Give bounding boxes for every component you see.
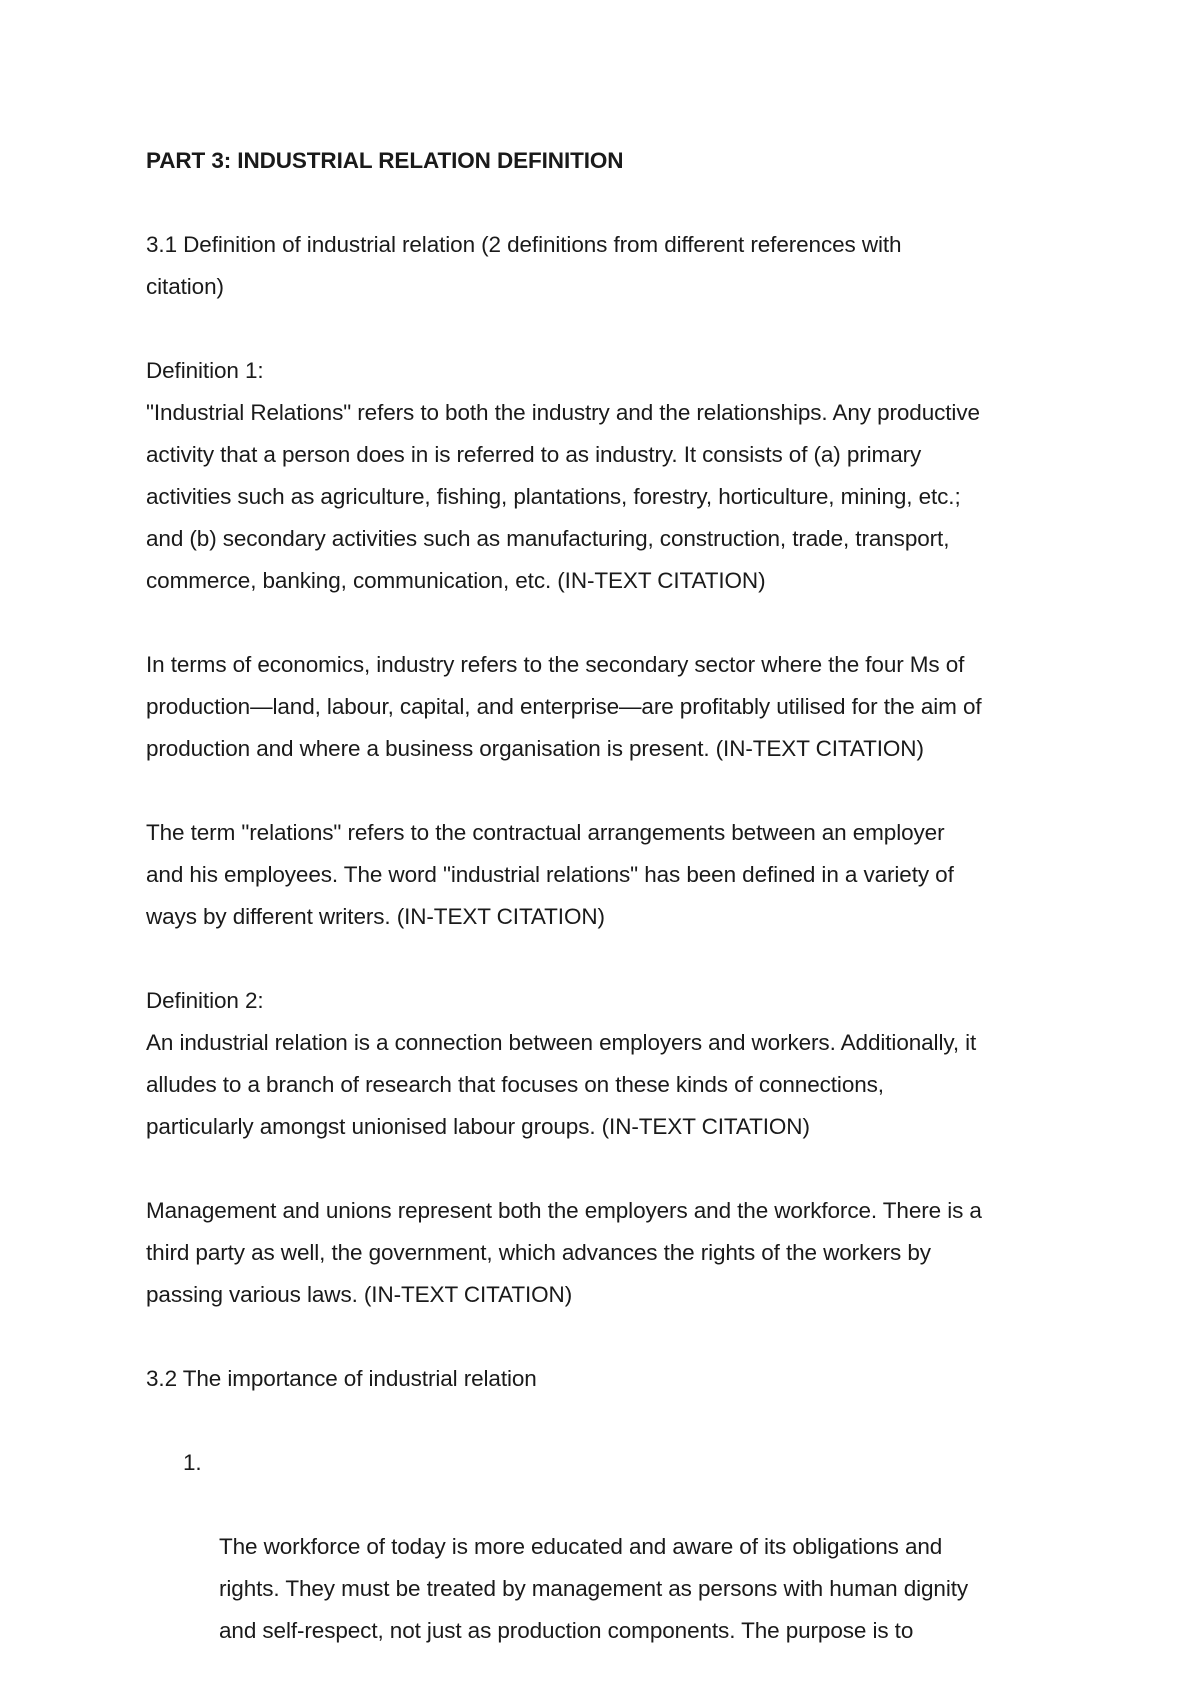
definition-1-paragraph: The term "relations" refers to the contractual arrangements between an employer and his employees. The word "industrial relations" has been defined in a variety of ways by different writers. (IN-TEXT CITATION) <box>146 820 954 929</box>
definition-1-paragraph: "Industrial Relations" refers to both the industry and the relationships. Any productive activity that a person does in is referred to as industry. It consists of (a) primary activities such as agriculture, fishing, plantations, forestry, horticulture, mining, etc.; and (b) secondary activities such as manufacturing, construction, trade, transport, commerce, banking, communication, etc. (IN-TEXT CITATION) <box>146 400 980 593</box>
section-3-1-heading: 3.1 Definition of industrial relation (2 definitions from different references with citation) <box>146 232 902 299</box>
document-body <box>146 140 1076 1652</box>
definition-2-paragraph: Management and unions represent both the employers and the workforce. There is a third party as well, the government, which advances the rights of the workers by passing various laws. (IN-TEXT CITATION) <box>146 1198 982 1307</box>
definition-1-paragraph: In terms of economics, industry refers to the secondary sector where the four Ms of production—land, labour, capital, and enterprise—are profitably utilised for the aim of production and where a business organisation is present. (IN-TEXT CITATION) <box>146 652 982 761</box>
definition-2-label: Definition 2: <box>146 988 264 1013</box>
list-item <box>146 1442 1076 1652</box>
importance-list <box>146 1442 1076 1652</box>
definition-2-paragraph: An industrial relation is a connection between employers and workers. Additionally, it alludes to a branch of research that focuses on these kinds of connections, particularly amongst unionised labour groups. (IN-TEXT CITATION) <box>146 1030 977 1139</box>
list-item-text: The workforce of today is more educated and aware of its obligations and rights. They must be treated by management as persons with human dignity and self-respect, not just as production components. The purpose is to <box>219 1534 969 1643</box>
list-item-number: 1. <box>183 1450 202 1475</box>
document-title: PART 3: INDUSTRIAL RELATION DEFINITION <box>146 148 624 173</box>
section-3-2-heading: 3.2 The importance of industrial relation <box>146 1366 537 1391</box>
definition-1-label: Definition 1: <box>146 358 264 383</box>
